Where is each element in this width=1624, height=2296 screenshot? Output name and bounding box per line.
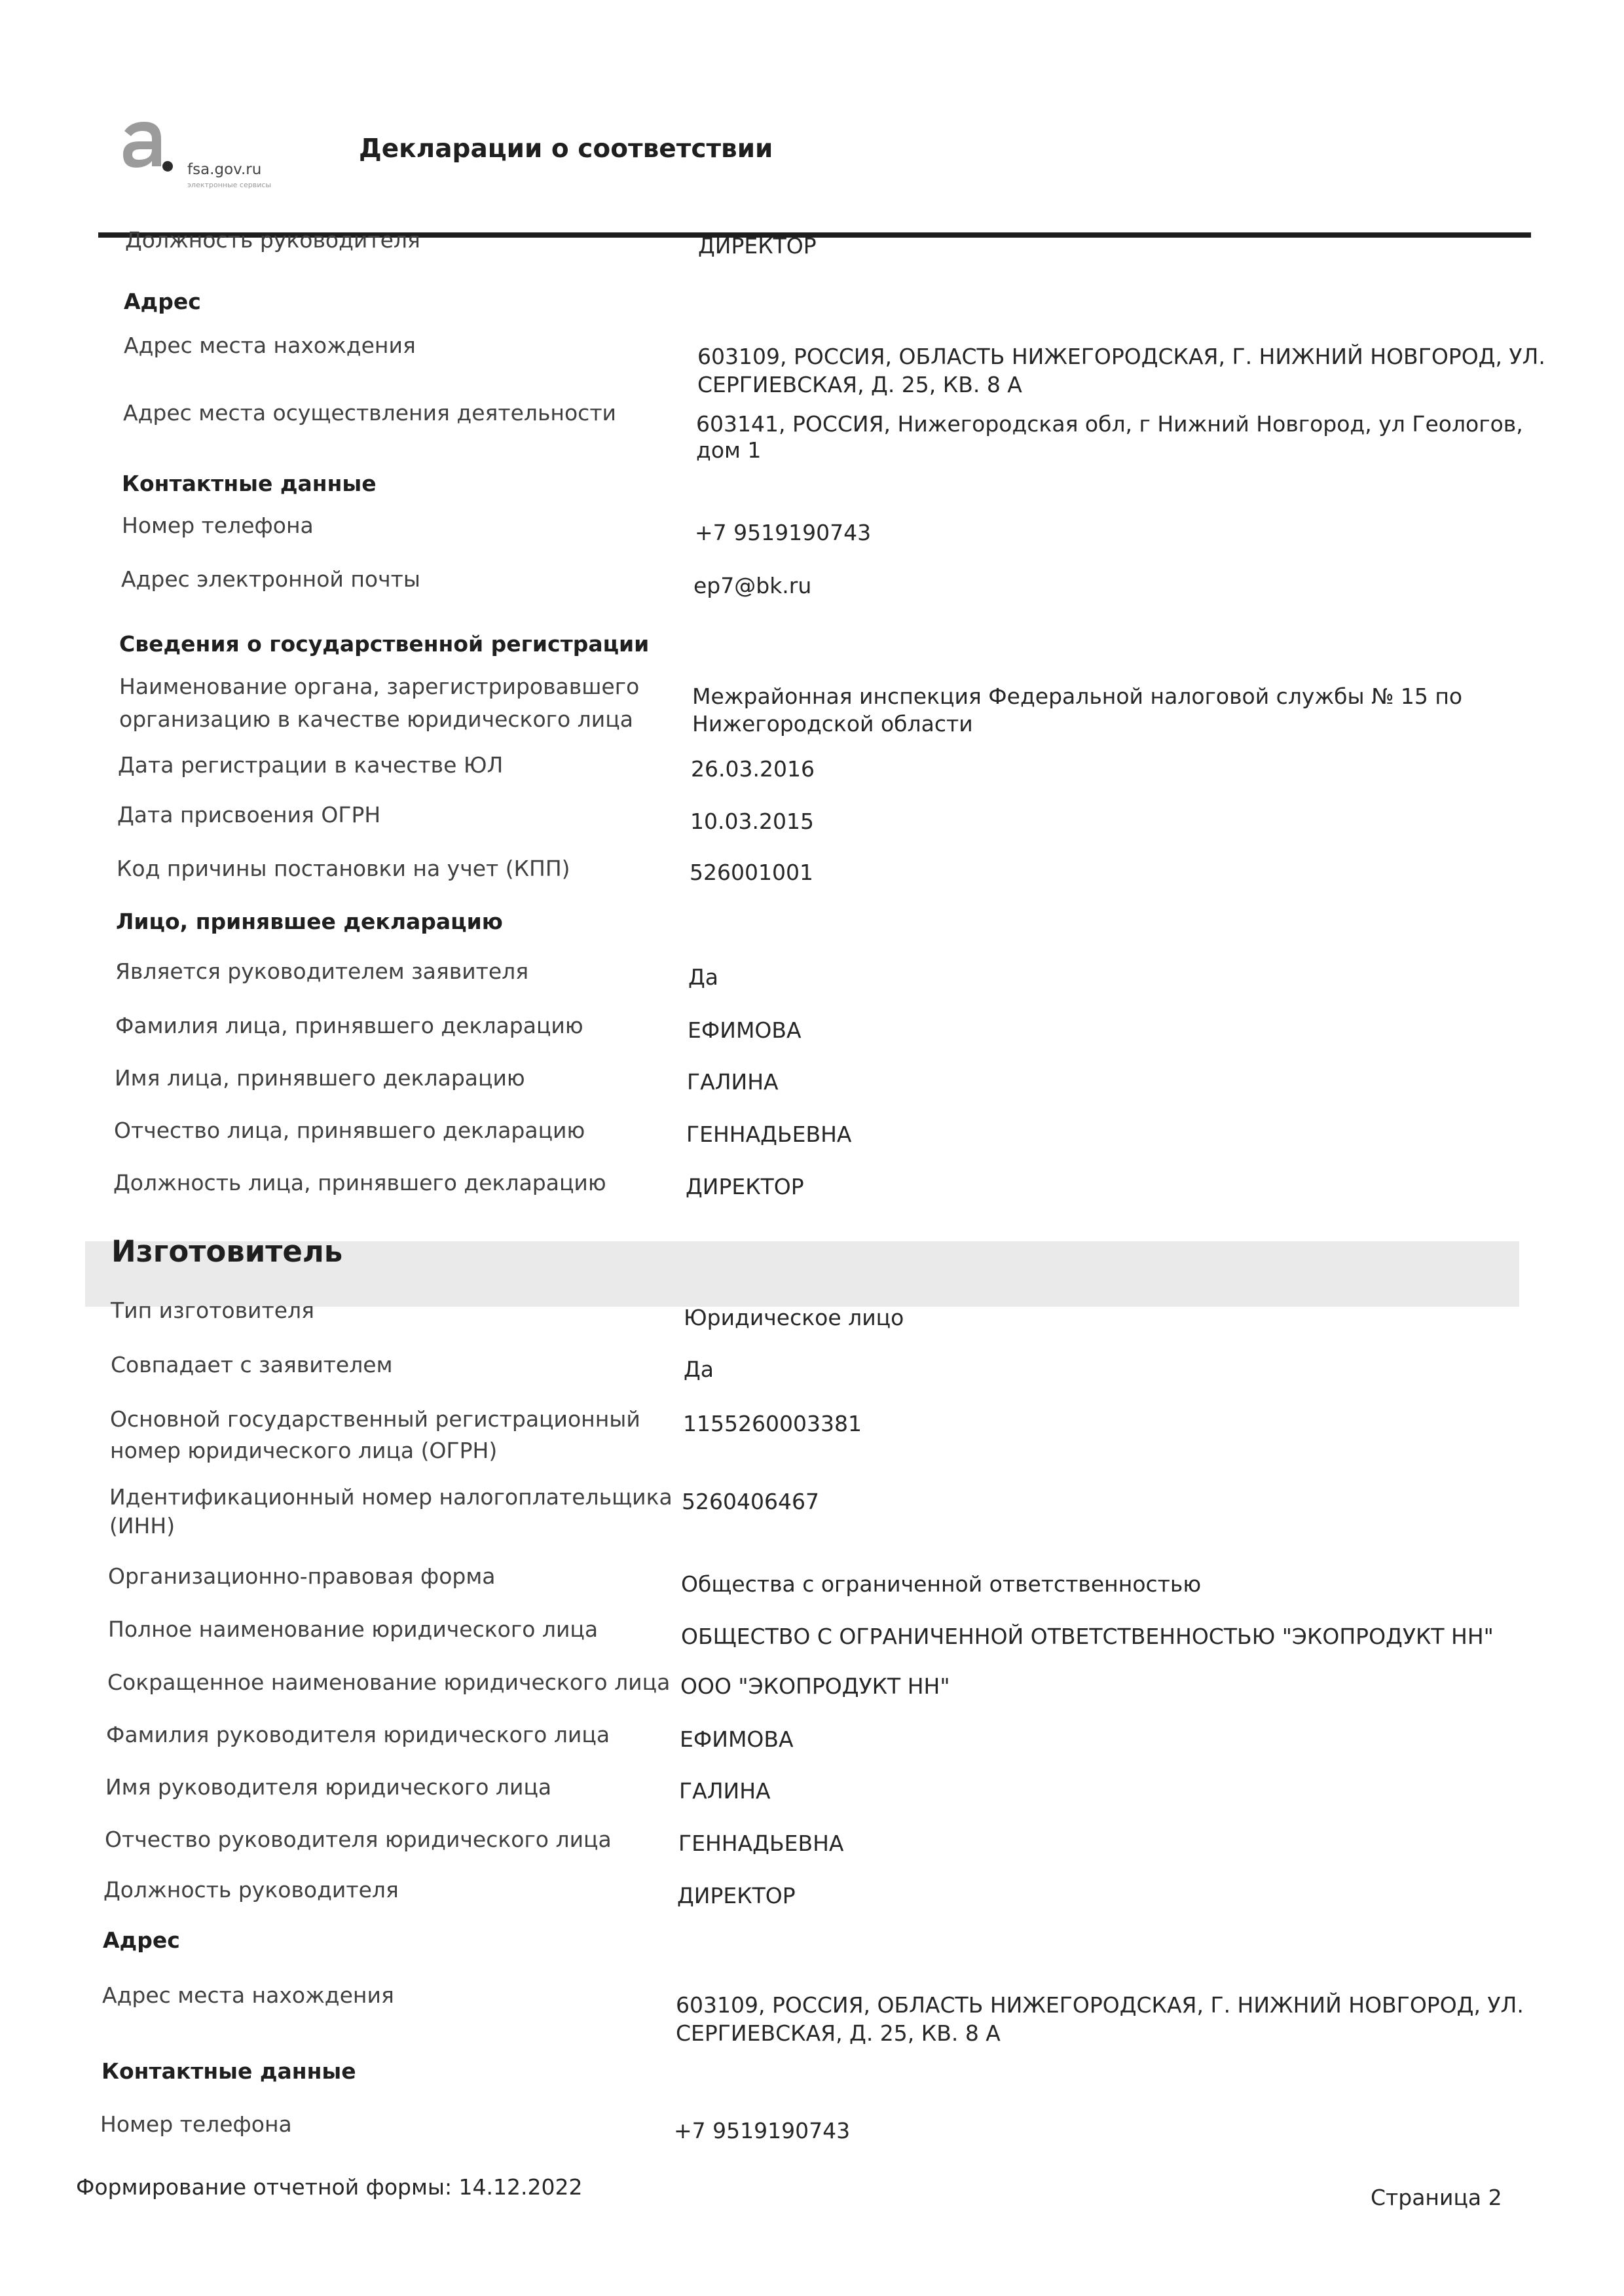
applicant-location-value-line2: СЕРГИЕВСКАЯ, Д. 25, КВ. 8 А: [697, 372, 1022, 397]
manufacturer-location-value-line2: СЕРГИЕВСКАЯ, Д. 25, КВ. 8 А: [676, 2020, 1001, 2046]
legal-form-label: Организационно-правовая форма: [108, 1563, 496, 1589]
fsa-logo-icon: [119, 119, 173, 175]
head-name-label: Имя руководителя юридического лица: [105, 1774, 552, 1800]
applicant-activity-label: Адрес места осуществления деятельности: [123, 400, 616, 426]
manufacturer-head-position-value: ДИРЕКТОР: [677, 1883, 796, 1908]
declarant-name-value: ГАЛИНА: [687, 1069, 779, 1095]
same-as-applicant-label: Совпадает с заявителем: [111, 1352, 393, 1377]
manufacturer-phone-value: +7 9519190743: [674, 2118, 851, 2143]
declarant-name-label: Имя лица, принявшего декларацию: [115, 1065, 525, 1091]
legal-form-value: Общества с ограниченной ответственностью: [681, 1571, 1202, 1597]
head-surname-label: Фамилия руководителя юридического лица: [106, 1722, 610, 1747]
applicant-phone-value: +7 9519190743: [695, 520, 872, 545]
manufacturer-contacts-heading: Контактные данные: [101, 2058, 356, 2084]
full-name-value: ОБЩЕСТВО С ОГРАНИЧЕННОЙ ОТВЕТСТВЕННОСТЬЮ "ЭКОПРОДУКТ НН": [681, 1624, 1494, 1649]
head-name-value: ГАЛИНА: [679, 1778, 771, 1804]
same-as-applicant-value: Да: [684, 1357, 714, 1382]
logo-subtext: электронные сервисы: [187, 181, 272, 189]
manufacturer-inn-label-line1: Идентификационный номер налогоплательщика: [109, 1484, 673, 1510]
head-patronymic-value: ГЕННАДЬЕВНА: [678, 1831, 844, 1856]
registration-authority-value-line1: Межрайонная инспекция Федеральной налоговой службы № 15 по: [692, 683, 1463, 709]
declarant-surname-value: ЕФИМОВА: [688, 1017, 802, 1043]
manufacturer-type-label: Тип изготовителя: [111, 1298, 314, 1323]
manufacturer-inn-label-line2: (ИНН): [109, 1513, 175, 1539]
full-name-label: Полное наименование юридического лица: [108, 1616, 599, 1642]
page-title: Декларации о соответствии: [359, 134, 773, 164]
head-surname-value: ЕФИМОВА: [680, 1726, 794, 1752]
manufacturer-address-heading: Адрес: [103, 1927, 180, 1953]
manufacturer-section-title: Изготовитель: [111, 1234, 343, 1269]
short-name-value: ООО "ЭКОПРОДУКТ НН": [680, 1673, 950, 1699]
manufacturer-inn-value: 5260406467: [682, 1489, 819, 1514]
declarant-position-value: ДИРЕКТОР: [686, 1174, 804, 1199]
applicant-contacts-heading: Контактные данные: [122, 471, 377, 496]
ogrn-date-value: 10.03.2015: [690, 809, 814, 834]
applicant-email-value: ep7@bk.ru: [693, 573, 812, 598]
manufacturer-ogrn-value: 1155260003381: [683, 1411, 862, 1436]
registration-date-label: Дата регистрации в качестве ЮЛ: [118, 752, 504, 778]
ogrn-date-label: Дата присвоения ОГРН: [117, 802, 381, 828]
manufacturer-location-value-line1: 603109, РОССИЯ, ОБЛАСТЬ НИЖЕГОРОДСКАЯ, Г. НИЖНИЙ НОВГОРОД, УЛ.: [676, 1992, 1524, 2018]
manufacturer-phone-label: Номер телефона: [100, 2111, 292, 2137]
applicant-location-value-line1: 603109, РОССИЯ, ОБЛАСТЬ НИЖЕГОРОДСКАЯ, Г. НИЖНИЙ НОВГОРОД, УЛ.: [697, 344, 1545, 369]
manufacturer-ogrn-label-line1: Основной государственный регистрационный: [110, 1406, 640, 1432]
declarant-patronymic-label: Отчество лица, принявшего декларацию: [114, 1118, 585, 1143]
fsa-logo: [119, 119, 303, 191]
declarant-is-head-label: Является руководителем заявителя: [115, 958, 529, 984]
applicant-head-position-value: ДИРЕКТОР: [698, 233, 817, 259]
registration-date-value: 26.03.2016: [691, 756, 815, 782]
kpp-value: 526001001: [690, 860, 813, 885]
registration-authority-value-line2: Нижегородской области: [692, 711, 973, 737]
report-generated-date: Формирование отчетной формы: 14.12.2022: [76, 2174, 583, 2200]
declarant-position-label: Должность лица, принявшего декларацию: [113, 1170, 606, 1195]
head-patronymic-label: Отчество руководителя юридического лица: [105, 1827, 612, 1852]
registration-authority-label-line2: организацию в качестве юридического лица: [119, 706, 633, 732]
page-number: Страница 2: [1371, 2185, 1502, 2210]
applicant-activity-value-line1: 603141, РОССИЯ, Нижегородская обл, г Нижний Новгород, ул Геологов,: [696, 411, 1523, 437]
declarant-surname-label: Фамилия лица, принявшего декларацию: [115, 1013, 583, 1038]
short-name-label: Сокращенное наименование юридического лица: [107, 1669, 671, 1695]
applicant-phone-label: Номер телефона: [122, 513, 314, 538]
manufacturer-head-position-label: Должность руководителя: [103, 1877, 399, 1903]
declarant-is-head-value: Да: [688, 964, 719, 990]
manufacturer-type-value: Юридическое лицо: [684, 1305, 904, 1330]
registration-heading: Сведения о государственной регистрации: [119, 631, 650, 657]
declarant-heading: Лицо, принявшее декларацию: [116, 909, 503, 934]
declarant-patronymic-value: ГЕННАДЬЕВНА: [686, 1121, 852, 1147]
applicant-email-label: Адрес электронной почты: [121, 566, 420, 592]
applicant-address-heading: Адрес: [124, 289, 201, 314]
manufacturer-ogrn-label-line2: номер юридического лица (ОГРН): [110, 1438, 498, 1463]
applicant-activity-value-line2: дом 1: [696, 437, 762, 463]
kpp-label: Код причины постановки на учет (КПП): [117, 856, 570, 881]
registration-authority-label-line1: Наименование органа, зарегистрировавшего: [119, 674, 640, 699]
logo-text: fsa.gov.ru: [187, 161, 262, 178]
applicant-head-position-label: Должность руководителя: [125, 227, 420, 253]
manufacturer-location-label: Адрес места нахождения: [102, 1982, 394, 2008]
applicant-location-label: Адрес места нахождения: [124, 333, 416, 358]
